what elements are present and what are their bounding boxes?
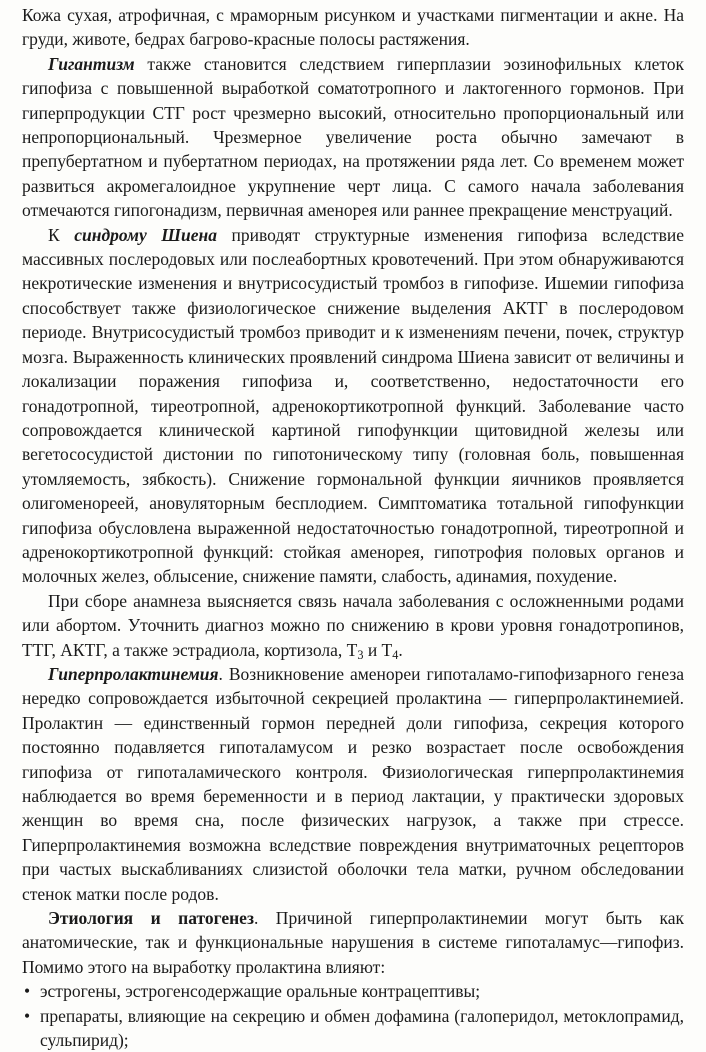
paragraph-skin-symptoms: Кожа сухая, атрофичная, с мраморным рисунком и участками пигментации и акне. На груди, животе, бедрах багрово-красные полосы растяжения. bbox=[22, 5, 684, 50]
paragraph-sheehan-syndrome: К синдрому Шиена приводят структурные изменения гипофиза вследствие массивных послеродовых или послеабортных кровотечений. При этом обнаруживаются некротические изменения и внутрисосудистый тромбоз в гипофизе. Ишемии гипофиза способствует также физиологическое снижение выделения АКТГ в послеродовом периоде. Внутрисосудистый тромбоз приводит и к изменениям печени, почек, структур мозга. Выраженность клинических проявлений синдрома Шиена зависит от величины и локализации поражения гипофиза и, соответственно, недостаточности его гонадотропной, тиреотропной, адренокортикотропной функций. Заболевание часто сопровождается клинической картиной гипофункции щитовидной железы или вегетососудистой дистонии по гипотоническому типу (головная боль, повышенная утомляемость, зябкость). Снижение гормональной функции яичников проявляется олигоменореей, ановуляторным бесплодием. Симптоматика тотальной гипофункции гипофиза обусловлена выраженной недостаточностью гонадотропной, тиреотропной и адренокортикотропной функций: стойкая аменорея, гипотрофия половых органов и молочных желез, облысение, снижение памяти, слабость, адинамия, похудение. bbox=[22, 224, 684, 587]
term-gigantism: Гигантизм bbox=[48, 53, 135, 74]
bullet-icon: • bbox=[24, 1005, 31, 1026]
subscript-3: 3 bbox=[357, 647, 364, 662]
list-item: • препараты, влияющие на секрецию и обмен дофамина (галоперидол, метоклопрамид, сульпирид); bbox=[24, 1005, 684, 1051]
bullet-list bbox=[22, 979, 684, 1052]
term-hyperprolactinemia: Гиперпролактинемия bbox=[48, 663, 219, 684]
list-item: • эстрогены, эстрогенсодержащие оральные контрацептивы; bbox=[22, 979, 684, 1003]
paragraph-etiology: Этиология и патогенез. Причиной гиперпролактинемии могут быть как анатомические, так и функциональные нарушения в системе гипоталамус—гипофиз. Помимо этого на выработку пролактина влияют: bbox=[22, 908, 684, 977]
bullet-icon: • bbox=[24, 981, 31, 1002]
paragraph-anamnesis: При сборе анамнеза выясняется связь начала заболевания с осложненными родами или абортом. Уточнить диагноз можно по снижению в крови уровня гонадотропинов, ТТГ, АКТГ, а также эстрадиола, кортизола, $Т_3$ и $Т_4$. bbox=[22, 590, 684, 662]
subscript-4: 4 bbox=[392, 647, 399, 662]
term-etiology: Этиология и патогенез bbox=[48, 908, 254, 929]
paragraph-gigantism: Гигантизм также становится следствием гиперплазии эозинофильных клеток гипофиза с повышенной выработкой соматотропного и лактогенного гормонов. При гиперпродукции СТГ рост чрезмерно высокий, относительно пропорциональный или непропорциональный. Чрезмерное увеличение роста обычно замечают в препубертатном и пубертатном периодах, на протяжении ряда лет. Со временем может развиться акромегалоидное укрупнение черт лица. С самого начала заболевания отмечаются гипогонадизм, первичная аменорея или раннее прекращение менструаций. bbox=[22, 53, 684, 221]
term-sheehan-syndrome: синдрому Шиена bbox=[74, 224, 217, 245]
paragraph-hyperprolactinemia: Гиперпролактинемия. Возникновение аменореи гипоталамо-гипофизарного генеза нередко сопровождается избыточной секрецией пролактина — гиперпролактинемией. Пролактин — единственный гормон передней доли гипофиза, секреция которого постоянно подавляется гипоталамусом и резко возрастает после освобождения гипофиза от гипоталамического контроля. Физиологическая гиперпролактинемия наблюдается во время беременности и в период лактации, у практически здоровых женщин во время сна, после физических нагрузок, а также при стрессе. Гиперпролактинемия возможна вследствие повреждения внутриматочных рецепторов при частых выскабливаниях слизистой оболочки тела матки, ручном обследовании стенок матки после родов. bbox=[22, 663, 684, 904]
